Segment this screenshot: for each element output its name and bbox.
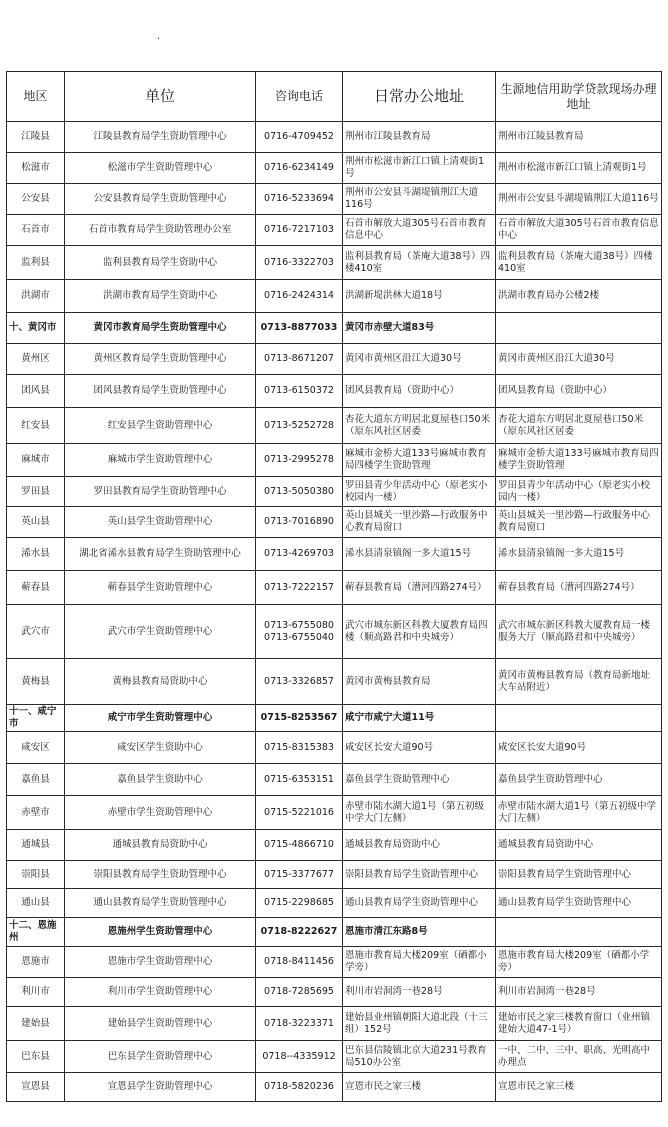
unit-cell: 恩施州学生资助管理中心 [65, 918, 256, 947]
office-address-cell: 黄冈市赤壁大道83号 [343, 313, 496, 344]
unit-cell: 武穴市学生资助管理中心 [65, 605, 256, 659]
loan-address-cell: 荆州市公安县斗湖堤镇荆江大道116号 [496, 184, 662, 215]
table-row [7, 796, 662, 830]
table-row [7, 861, 662, 889]
loan-address-cell: 杏花大道东方明居北夏屋巷口50米（原东风社区居委 [496, 408, 662, 444]
table-row [7, 344, 662, 375]
header-row [7, 72, 662, 122]
table-row [7, 1041, 662, 1073]
unit-cell: 黄梅县教育局资助中心 [65, 659, 256, 705]
region-cell: 建始县 [7, 1007, 65, 1041]
office-address-cell: 麻城市金桥大道133号麻城市教育局四楼学生资助管理 [343, 444, 496, 477]
office-address-cell: 宣恩市民之家三楼 [343, 1073, 496, 1102]
loan-address-cell: 浠水县清泉镇阁一多大道15号 [496, 538, 662, 571]
unit-cell: 英山县学生资助管理中心 [65, 507, 256, 538]
loan-address-cell: 麻城市金桥大道133号麻城市教育局四楼学生资助管理 [496, 444, 662, 477]
table-row [7, 122, 662, 153]
unit-cell: 恩施市学生资助管理中心 [65, 947, 256, 978]
loan-address-cell: 武穴市城东新区科教大厦教育局一楼服务大厅（顺高路君和中央城旁） [496, 605, 662, 659]
office-address-cell: 利川市岩洞湾一巷28号 [343, 978, 496, 1007]
loan-address-cell: 洪湖市教育局办公楼2楼 [496, 280, 662, 313]
phone-cell: 0718-7285695 [256, 978, 343, 1007]
region-cell: 十一、咸宁市 [7, 705, 65, 732]
unit-cell: 赤壁市学生资助管理中心 [65, 796, 256, 830]
unit-cell: 石首市教育局学生资助管理办公室 [65, 215, 256, 246]
phone-cell: 0713-3326857 [256, 659, 343, 705]
unit-cell: 麻城市学生资助管理中心 [65, 444, 256, 477]
unit-cell: 公安县教育局学生资助管理中心 [65, 184, 256, 215]
office-address-cell: 崇阳县教育局学生资助管理中心 [343, 861, 496, 889]
region-cell: 松滋市 [7, 153, 65, 184]
unit-cell: 咸安区学生资助中心 [65, 732, 256, 764]
unit-cell: 嘉鱼县学生资助中心 [65, 764, 256, 796]
region-cell: 英山县 [7, 507, 65, 538]
loan-address-cell: 荆州市松滋市新江口镇上清观街1号 [496, 153, 662, 184]
table-row [7, 732, 662, 764]
office-address-cell: 赤壁市陆水湖大道1号（第五初级中学大门左侧） [343, 796, 496, 830]
unit-cell: 松滋市学生资助管理中心 [65, 153, 256, 184]
phone-cell: 0713-8877033 [256, 313, 343, 344]
region-cell: 公安县 [7, 184, 65, 215]
table-row [7, 659, 662, 705]
phone-cell: 0716-6234149 [256, 153, 343, 184]
office-address-cell: 石首市解放大道305号石首市教育信息中心 [343, 215, 496, 246]
loan-address-cell: 建始市民之家三楼教育窗口（业州镇建始大道47-1号） [496, 1007, 662, 1041]
loan-address-cell: 利川市岩洞湾一巷28号 [496, 978, 662, 1007]
unit-cell: 咸宁市学生资助管理中心 [65, 705, 256, 732]
table-row [7, 215, 662, 246]
loan-address-cell: 团风县教育局（资助中心） [496, 375, 662, 408]
table-row [7, 408, 662, 444]
region-cell: 武穴市 [7, 605, 65, 659]
phone-cell: 0715-2298685 [256, 889, 343, 918]
office-address-cell: 团风县教育局（资助中心） [343, 375, 496, 408]
office-address-cell: 荆州市江陵县教育局 [343, 122, 496, 153]
unit-cell: 蕲春县学生资助管理中心 [65, 571, 256, 605]
office-address-cell: 巴东县信陵镇北京大道231号教育局510办公室 [343, 1041, 496, 1073]
phone-cell: 0713-8671207 [256, 344, 343, 375]
office-address-cell: 荆州市公安县斗湖堤镇荆江大道116号 [343, 184, 496, 215]
loan-address-cell: 一中、二中、三中、职高、光明高中办理点 [496, 1041, 662, 1073]
table-row [7, 1073, 662, 1102]
table-row [7, 978, 662, 1007]
loan-address-cell: 赤壁市陆水湖大道1号（第五初级中学大门左侧） [496, 796, 662, 830]
loan-address-cell: 石首市解放大道305号石首市教育信息中心 [496, 215, 662, 246]
table-row [7, 947, 662, 978]
office-address-cell: 恩施市教育局大楼209室（硒都小学旁） [343, 947, 496, 978]
region-cell: 江陵县 [7, 122, 65, 153]
office-address-cell: 洪湖新堤洪林大道18号 [343, 280, 496, 313]
funding-centers-table [6, 71, 662, 1102]
region-cell: 赤壁市 [7, 796, 65, 830]
office-address-cell: 通山县教育局学生资助管理中心 [343, 889, 496, 918]
phone-cell: 0713-5050380 [256, 477, 343, 507]
header-unit: 单位 [65, 72, 256, 122]
phone-cell: 0715-6353151 [256, 764, 343, 796]
region-cell: 咸安区 [7, 732, 65, 764]
loan-address-cell: 罗田县青少年活动中心（原老实小校园内一楼） [496, 477, 662, 507]
header-office-address: 日常办公地址 [343, 72, 496, 122]
unit-cell: 黄冈市教育局学生资助管理中心 [65, 313, 256, 344]
table-row [7, 280, 662, 313]
office-address-cell: 英山县城关一里沙路—行政服务中心教育局窗口 [343, 507, 496, 538]
phone-cell: 0715-8253567 [256, 705, 343, 732]
office-address-cell: 嘉鱼县学生资助管理中心 [343, 764, 496, 796]
section-row [7, 313, 662, 344]
region-cell: 嘉鱼县 [7, 764, 65, 796]
section-row [7, 918, 662, 947]
region-cell: 利川市 [7, 978, 65, 1007]
phone-cell: 0718-5820236 [256, 1073, 343, 1102]
phone-cell: 0716-4709452 [256, 122, 343, 153]
region-cell: 恩施市 [7, 947, 65, 978]
loan-address-cell [496, 705, 662, 732]
table-row [7, 1007, 662, 1041]
loan-address-cell: 崇阳县教育局学生资助管理中心 [496, 861, 662, 889]
region-cell: 红安县 [7, 408, 65, 444]
region-cell: 黄梅县 [7, 659, 65, 705]
loan-address-cell: 黄冈市黄州区沿江大道30号 [496, 344, 662, 375]
unit-cell: 崇阳县教育局学生资助管理中心 [65, 861, 256, 889]
table-row [7, 571, 662, 605]
unit-cell: 巴东县学生资助管理中心 [65, 1041, 256, 1073]
unit-cell: 黄州区教育局学生资助管理中心 [65, 344, 256, 375]
region-cell: 监利县 [7, 246, 65, 280]
phone-cell: 0715-8315383 [256, 732, 343, 764]
loan-address-cell: 嘉鱼县学生资助管理中心 [496, 764, 662, 796]
region-cell: 团风县 [7, 375, 65, 408]
unit-cell: 利川市学生资助管理中心 [65, 978, 256, 1007]
loan-address-cell: 监利县教育局（茶庵大道38号）四楼410室 [496, 246, 662, 280]
unit-cell: 通城县教育局资助中心 [65, 830, 256, 861]
header-region: 地区 [7, 72, 65, 122]
phone-cell: 0718-8411456 [256, 947, 343, 978]
region-cell: 石首市 [7, 215, 65, 246]
table-row [7, 184, 662, 215]
table-body [7, 122, 662, 1102]
region-cell: 通山县 [7, 889, 65, 918]
phone-cell: 0716-3322703 [256, 246, 343, 280]
phone-cell: 0713-6150372 [256, 375, 343, 408]
region-cell: 巴东县 [7, 1041, 65, 1073]
region-cell: 浠水县 [7, 538, 65, 571]
unit-cell: 洪湖市教育局学生资助中心 [65, 280, 256, 313]
phone-cell: 0713-5252728 [256, 408, 343, 444]
table-row [7, 538, 662, 571]
loan-address-cell [496, 313, 662, 344]
phone-cell: 0718-8222627 [256, 918, 343, 947]
table-row [7, 153, 662, 184]
unit-cell: 江陵县教育局学生资助管理中心 [65, 122, 256, 153]
table-row [7, 444, 662, 477]
table-row [7, 507, 662, 538]
unit-cell: 罗田县教育局学生资助管理中心 [65, 477, 256, 507]
phone-cell: 0718--4335912 [256, 1041, 343, 1073]
phone-cell: 0716-5233694 [256, 184, 343, 215]
unit-cell: 团风县教育局学生资助管理中心 [65, 375, 256, 408]
loan-address-cell: 英山县城关一里沙路—行政服务中心教育局窗口 [496, 507, 662, 538]
table-row [7, 246, 662, 280]
unit-cell: 建始县学生资助管理中心 [65, 1007, 256, 1041]
table-row [7, 605, 662, 659]
phone-cell: 0715-3377677 [256, 861, 343, 889]
phone-cell: 0713-2995278 [256, 444, 343, 477]
office-address-cell: 监利县教育局（茶庵大道38号）四楼410室 [343, 246, 496, 280]
office-address-cell: 咸宁市咸宁大道11号 [343, 705, 496, 732]
region-cell: 崇阳县 [7, 861, 65, 889]
office-address-cell: 杏花大道东方明居北夏屋巷口50米（原东风社区居委 [343, 408, 496, 444]
office-address-cell: 蕲春县教育局（漕河四路274号） [343, 571, 496, 605]
loan-address-cell: 宣恩市民之家三楼 [496, 1073, 662, 1102]
office-address-cell: 黄冈市黄州区沿江大道30号 [343, 344, 496, 375]
office-address-cell: 荆州市松滋市新江口镇上清观街1号 [343, 153, 496, 184]
region-cell: 罗田县 [7, 477, 65, 507]
section-row [7, 705, 662, 732]
region-cell: 十、黄冈市 [7, 313, 65, 344]
unit-cell: 宣恩县学生资助管理中心 [65, 1073, 256, 1102]
office-address-cell: 浠水县清泉镇阁一多大道15号 [343, 538, 496, 571]
region-cell: 麻城市 [7, 444, 65, 477]
loan-address-cell: 黄冈市黄梅县教育局（教育局新地址大车站附近） [496, 659, 662, 705]
region-cell: 通城县 [7, 830, 65, 861]
header-phone: 咨询电话 [256, 72, 343, 122]
loan-address-cell: 通山县教育局学生资助管理中心 [496, 889, 662, 918]
phone-cell: 0713-6755080 0713-6755040 [256, 605, 343, 659]
office-address-cell: 武穴市城东新区科教大厦教育局四楼（顺高路君和中央城旁） [343, 605, 496, 659]
header-loan-address: 生源地信用助学贷款现场办理地址 [496, 72, 662, 122]
phone-cell: 0718-3223371 [256, 1007, 343, 1041]
phone-cell: 0713-4269703 [256, 538, 343, 571]
phone-cell: 0713-7222157 [256, 571, 343, 605]
region-cell: 十二、恩施州 [7, 918, 65, 947]
region-cell: 黄州区 [7, 344, 65, 375]
table-row [7, 764, 662, 796]
unit-cell: 通山县教育局学生资助管理中心 [65, 889, 256, 918]
table-row [7, 375, 662, 408]
unit-cell: 监利县教育局学生资助中心 [65, 246, 256, 280]
table-row [7, 477, 662, 507]
region-cell: 洪湖市 [7, 280, 65, 313]
table-row [7, 889, 662, 918]
loan-address-cell [496, 918, 662, 947]
office-address-cell: 罗田县青少年活动中心（原老实小校园内一楼） [343, 477, 496, 507]
office-address-cell: 恩施市清江东路8号 [343, 918, 496, 947]
unit-cell: 湖北省浠水县教育局学生资助管理中心 [65, 538, 256, 571]
office-address-cell: 建始县业州镇朝阳大道北段（十三组）152号 [343, 1007, 496, 1041]
office-address-cell: 黄冈市黄梅县教育局 [343, 659, 496, 705]
phone-cell: 0715-5221016 [256, 796, 343, 830]
loan-address-cell: 恩施市教育局大楼209室（硒都小学旁） [496, 947, 662, 978]
loan-address-cell: 荆州市江陵县教育局 [496, 122, 662, 153]
phone-cell: 0713-7016890 [256, 507, 343, 538]
page-mark: · [157, 34, 161, 45]
unit-cell: 红安县学生资助管理中心 [65, 408, 256, 444]
phone-cell: 0716-7217103 [256, 215, 343, 246]
table-row [7, 830, 662, 861]
office-address-cell: 咸安区长安大道90号 [343, 732, 496, 764]
phone-cell: 0715-4866710 [256, 830, 343, 861]
loan-address-cell: 蕲春县教育局（漕河四路274号） [496, 571, 662, 605]
loan-address-cell: 咸安区长安大道90号 [496, 732, 662, 764]
region-cell: 蕲春县 [7, 571, 65, 605]
phone-cell: 0716-2424314 [256, 280, 343, 313]
office-address-cell: 通城县教育局资助中心 [343, 830, 496, 861]
region-cell: 宣恩县 [7, 1073, 65, 1102]
loan-address-cell: 通城县教育局资助中心 [496, 830, 662, 861]
